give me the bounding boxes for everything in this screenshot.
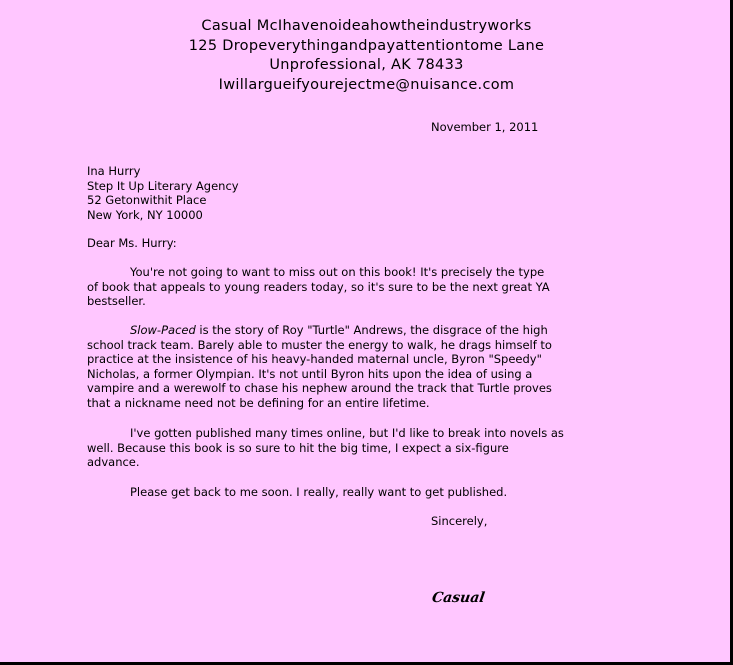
- recipient-city-state-zip: New York, NY 10000: [87, 208, 203, 223]
- sender-name: Casual McIhavenoideahowtheindustryworks: [201, 18, 532, 34]
- sender-letterhead: [0, 17, 733, 95]
- closing: Sincerely,: [431, 514, 488, 528]
- paragraph-credentials: [87, 426, 564, 470]
- letter-date: November 1, 2011: [431, 120, 539, 134]
- signature: Casual: [430, 590, 486, 606]
- paragraph-closing-request: [87, 485, 507, 500]
- sender-city-state-zip: Unprofessional, AK 78433: [269, 57, 464, 73]
- paragraph-line: Slow-Paced is the story of Roy "Turtle" Andrews, the disgrace of the high: [130, 323, 548, 337]
- paragraph-line: vampire and a werewolf to chase his nephew around the track that Turtle proves: [87, 381, 552, 396]
- paragraph-line: well. Because this book is so sure to hit the big time, I expect a six-figure: [87, 440, 509, 455]
- recipient-agency: Step It Up Literary Agency: [87, 178, 239, 193]
- recipient-address: [87, 164, 239, 223]
- paragraph-line: school track team. Barely able to muster the energy to walk, he drags himself to: [87, 337, 552, 352]
- paragraph-line: practice at the insistence of his heavy-handed maternal uncle, Byron "Speedy": [87, 352, 542, 367]
- sender-email: Iwillargueifyourejectme@nuisance.com: [218, 76, 515, 93]
- paragraph-line: advance.: [87, 455, 140, 470]
- paragraph-line: Nicholas, a former Olympian. It's not until Byron hits upon the idea of using a: [87, 366, 533, 381]
- paragraph-line: bestseller.: [87, 294, 146, 309]
- paragraph-line: of book that appeals to young readers today, so it's sure to be the next great YA: [87, 279, 550, 294]
- recipient-street: 52 Getonwithit Place: [87, 193, 207, 208]
- recipient-name: Ina Hurry: [87, 164, 141, 178]
- paragraph-line: Please get back to me soon. I really, really want to get published.: [130, 485, 508, 499]
- salutation: Dear Ms. Hurry:: [87, 236, 177, 250]
- paragraph-line: I've gotten published many times online, but I'd like to break into novels as: [130, 426, 564, 440]
- book-title: Slow-Paced: [130, 323, 196, 337]
- paragraph-line: You're not going to want to miss out on this book! It's precisely the type: [130, 265, 545, 279]
- paragraph-intro: [87, 265, 550, 309]
- paragraph-line: that a nickname need not be defining for an entire lifetime.: [87, 395, 430, 410]
- sender-street: 125 Dropeverythingandpayattentiontome Lane: [188, 37, 545, 54]
- paragraph-synopsis: [87, 323, 552, 411]
